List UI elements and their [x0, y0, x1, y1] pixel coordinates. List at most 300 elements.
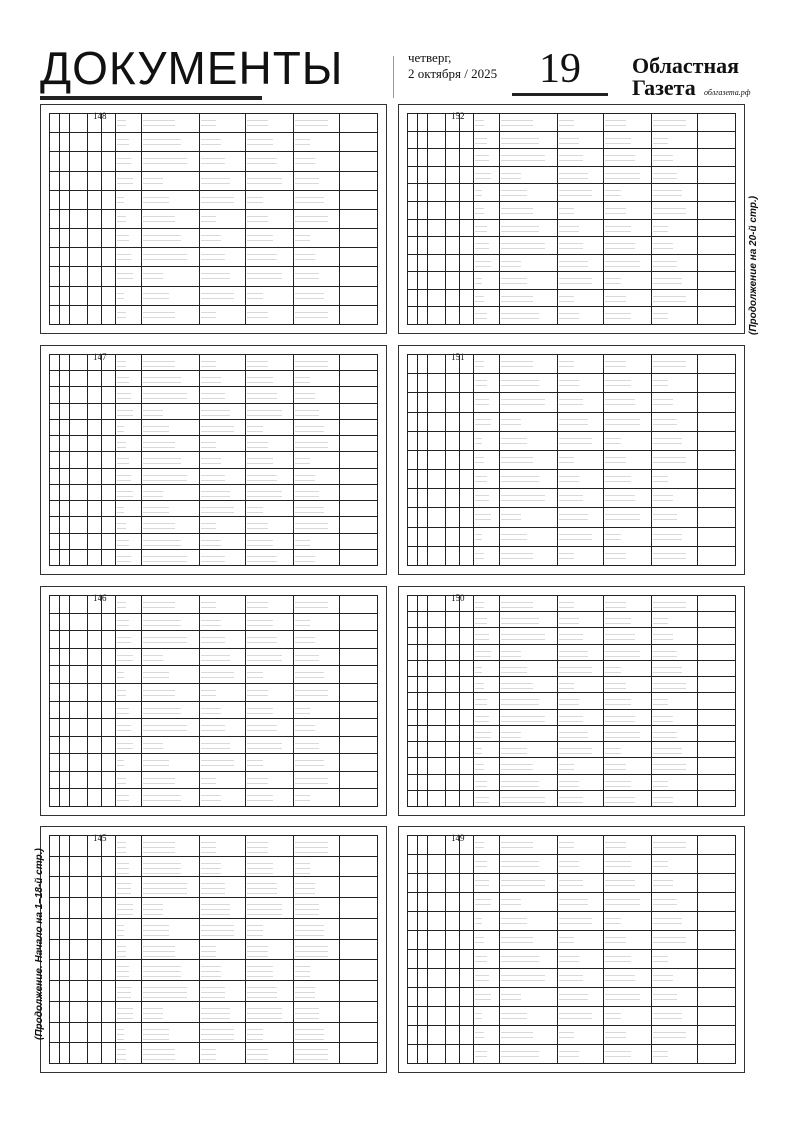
table-cell-texture: [117, 651, 133, 664]
table-cell-texture: [605, 453, 626, 467]
table-cell-texture: [295, 859, 310, 875]
table-cell-texture: [475, 1028, 484, 1042]
issue-date: [408, 50, 497, 82]
table-cell-texture: [501, 630, 545, 641]
table-cell-texture: [201, 438, 216, 449]
table-cell-texture: [559, 990, 588, 1004]
table-cell-texture: [475, 1009, 482, 1023]
table-row-rule: [49, 630, 378, 631]
table-cell-texture: [201, 633, 225, 646]
table-cell-texture: [143, 616, 181, 629]
table-cell-texture: [559, 530, 592, 544]
table-cell-texture: [143, 406, 163, 417]
table-cell-texture: [653, 793, 673, 804]
table-cell-texture: [559, 760, 574, 771]
table-cell-texture: [247, 739, 282, 752]
table-cell-texture: [501, 990, 521, 1004]
table-cell-texture: [475, 598, 484, 609]
table-row-rule: [49, 549, 378, 550]
table-cell-texture: [247, 536, 273, 547]
table-cell-texture: [559, 151, 583, 164]
table-cell-texture: [143, 921, 169, 937]
table-column-rule: [377, 113, 378, 325]
table-cell-texture: [143, 739, 163, 752]
table-row-rule: [49, 403, 378, 404]
table-cell-texture: [653, 647, 677, 658]
table-cell-texture: [653, 376, 668, 390]
table-cell-texture: [247, 686, 268, 699]
table-cell-texture: [295, 212, 328, 226]
table-cell-texture: [201, 962, 221, 978]
table-cell-texture: [295, 193, 324, 207]
table-row-rule: [407, 392, 736, 393]
page-number-rule: [512, 93, 608, 96]
table-cell-texture: [501, 292, 533, 305]
table-cell-texture: [475, 116, 484, 129]
table-cell-texture: [295, 250, 315, 264]
section-title-rule: [40, 96, 262, 100]
table-cell-texture: [559, 472, 579, 486]
table-cell-texture: [295, 373, 310, 384]
table-cell-texture: [247, 231, 273, 245]
table-cell-texture: [605, 530, 621, 544]
table-cell-texture: [247, 269, 282, 283]
table-row-rule: [49, 918, 378, 919]
table-cell-texture: [605, 134, 631, 147]
table-row-rule: [49, 500, 378, 501]
table-panel: [398, 586, 745, 816]
table-row-rule: [49, 856, 378, 857]
masthead: [0, 0, 800, 100]
table-cell-texture: [501, 712, 545, 723]
table-panel: [40, 586, 387, 816]
table-cell-texture: [201, 942, 216, 958]
table-cell-texture: [475, 222, 487, 235]
rotated-table: [49, 354, 378, 566]
table-row-rule: [407, 774, 736, 775]
table-cell-texture: [559, 933, 574, 947]
table-cell-texture: [295, 651, 319, 664]
table-cell-texture: [143, 373, 181, 384]
table-cell-texture: [201, 389, 225, 400]
table-cell-texture: [475, 134, 487, 147]
table-cell-texture: [605, 116, 626, 129]
table-cell-texture: [605, 971, 635, 985]
table-cell-texture: [117, 357, 126, 368]
table-cell-texture: [475, 760, 484, 771]
table-cell-texture: [117, 212, 126, 226]
table-cell-texture: [475, 663, 482, 674]
table-cell-texture: [143, 859, 181, 875]
table-cell-texture: [247, 454, 273, 465]
table-cell-texture: [475, 415, 491, 429]
table-cell-texture: [501, 695, 539, 706]
table-cell-texture: [117, 536, 129, 547]
table-cell-texture: [605, 257, 640, 270]
table-row-rule: [49, 533, 378, 534]
table-cell-texture: [559, 663, 592, 674]
table-cell-texture: [653, 134, 668, 147]
table-cell-texture: [653, 292, 686, 305]
table-cell-texture: [201, 289, 234, 303]
table-row-rule: [407, 1006, 736, 1007]
table-row-rule: [407, 219, 736, 220]
table-cell-texture: [653, 274, 682, 287]
table-cell-texture: [653, 491, 673, 505]
table-cell-texture: [475, 914, 482, 928]
table-cell-texture: [559, 712, 583, 723]
table-cell-texture: [117, 519, 126, 530]
table-cell-texture: [605, 292, 626, 305]
table-cell-texture: [295, 116, 328, 130]
table-cell-texture: [559, 744, 592, 755]
table-row-rule: [49, 876, 378, 877]
table-row-rule: [407, 676, 736, 677]
table-cell-texture: [143, 651, 163, 664]
table-cell-texture: [247, 289, 263, 303]
table-row-rule: [49, 665, 378, 666]
table-cell-texture: [501, 116, 533, 129]
table-column-rule: [199, 835, 200, 1064]
table-cell-texture: [143, 1045, 175, 1061]
table-cell-texture: [559, 1028, 574, 1042]
table-row-rule: [407, 911, 736, 912]
table-column-rule: [115, 835, 116, 1064]
table-cell-texture: [143, 552, 187, 563]
table-cell-texture: [117, 116, 126, 130]
table-cell-texture: [605, 1009, 621, 1023]
table-cell-texture: [501, 257, 521, 270]
table-cell-texture: [653, 744, 682, 755]
table-cell-texture: [143, 942, 175, 958]
issue-date-text: 2 октября / 2025: [408, 66, 498, 81]
table-cell-texture: [605, 857, 631, 871]
table-row-rule: [49, 209, 378, 210]
table-cell-texture: [475, 510, 491, 524]
rotated-table: [407, 354, 736, 566]
table-cell-texture: [247, 503, 263, 514]
table-cell-texture: [501, 838, 533, 852]
table-cell-texture: [559, 292, 574, 305]
table-cell-texture: [653, 434, 682, 448]
table-cell-texture: [475, 453, 484, 467]
table-cell-texture: [117, 859, 129, 875]
table-cell-texture: [475, 530, 482, 544]
table-cell-texture: [501, 895, 521, 909]
table-cell-texture: [653, 204, 686, 217]
table-cell-texture: [247, 212, 268, 226]
table-cell-texture: [247, 116, 268, 130]
table-cell-texture: [247, 900, 282, 916]
table-cell-texture: [117, 193, 124, 207]
table-row-rule: [407, 644, 736, 645]
table-cell-texture: [201, 668, 234, 681]
table-cell-texture: [201, 774, 216, 787]
table-row-rule: [49, 565, 378, 566]
table-cell-texture: [501, 1028, 533, 1042]
table-cell-texture: [295, 519, 328, 530]
table-cell-texture: [653, 952, 668, 966]
table-column-rule: [141, 835, 142, 1064]
table-cell-texture: [559, 309, 579, 322]
table-cell-texture: [653, 169, 677, 182]
table-cell-texture: [247, 756, 263, 769]
panel-page-number: 152: [451, 111, 465, 121]
table-cell-texture: [143, 308, 175, 322]
table-column-rule: [69, 113, 70, 325]
table-cell-texture: [295, 135, 310, 149]
table-row-rule: [49, 132, 378, 133]
table-row-rule: [49, 835, 378, 836]
table-cell-texture: [501, 415, 521, 429]
table-row-rule: [49, 190, 378, 191]
table-cell-texture: [653, 1009, 682, 1023]
table-cell-texture: [117, 487, 133, 498]
panel-page-number: 145: [93, 833, 107, 843]
table-cell-texture: [247, 438, 268, 449]
table-row-rule: [49, 419, 378, 420]
table-cell-texture: [247, 721, 277, 734]
table-cell-texture: [295, 962, 310, 978]
table-row-rule: [407, 431, 736, 432]
table-cell-texture: [295, 1045, 328, 1061]
table-row-rule: [49, 113, 378, 114]
table-cell-texture: [201, 231, 221, 245]
table-row-rule: [407, 692, 736, 693]
table-cell-texture: [501, 395, 545, 409]
table-cell-texture: [501, 239, 545, 252]
table-cell-texture: [559, 491, 583, 505]
table-cell-texture: [605, 186, 621, 199]
table-cell-texture: [247, 1025, 263, 1041]
rotated-table: [407, 835, 736, 1064]
table-row-rule: [49, 151, 378, 152]
table-cell-texture: [201, 791, 221, 804]
table-cell-texture: [653, 186, 682, 199]
table-cell-texture: [605, 838, 626, 852]
table-cell-texture: [605, 952, 631, 966]
table-cell-texture: [559, 415, 588, 429]
table-row-rule: [49, 939, 378, 940]
table-cell-texture: [295, 942, 328, 958]
table-cell-texture: [201, 1004, 230, 1020]
table-cell-texture: [605, 793, 635, 804]
table-cell-texture: [501, 876, 545, 890]
table-cell-texture: [501, 186, 527, 199]
table-cell-texture: [295, 983, 315, 999]
table-cell-texture: [559, 793, 583, 804]
table-column-rule: [603, 354, 604, 566]
table-cell-texture: [295, 686, 328, 699]
table-cell-texture: [605, 744, 621, 755]
table-row-rule: [49, 386, 378, 387]
table-cell-texture: [559, 838, 574, 852]
table-cell-texture: [653, 777, 668, 788]
table-column-rule: [697, 354, 698, 566]
table-cell-texture: [501, 679, 533, 690]
table-cell-texture: [117, 756, 124, 769]
table-row-rule: [49, 806, 378, 807]
table-cell-texture: [559, 1047, 579, 1061]
table-cell-texture: [295, 552, 315, 563]
table-cell-texture: [295, 879, 315, 895]
table-row-rule: [407, 131, 736, 132]
table-cell-texture: [653, 357, 686, 371]
table-cell-texture: [559, 357, 574, 371]
table-cell-texture: [143, 193, 169, 207]
table-row-rule: [49, 324, 378, 325]
table-cell-texture: [605, 434, 621, 448]
panel-page-number: 148: [93, 111, 107, 121]
table-cell-texture: [143, 389, 187, 400]
table-cell-texture: [475, 204, 484, 217]
table-cell-texture: [605, 376, 631, 390]
table-cell-texture: [475, 376, 487, 390]
table-cell-texture: [201, 704, 221, 717]
table-cell-texture: [201, 212, 216, 226]
table-cell-texture: [559, 549, 574, 563]
table-cell-texture: [295, 668, 324, 681]
table-cell-texture: [605, 876, 635, 890]
brand-name-line1: Областная: [632, 53, 740, 78]
table-row-rule: [407, 201, 736, 202]
table-cell-texture: [295, 921, 324, 937]
table-cell-texture: [143, 983, 187, 999]
table-row-rule: [407, 373, 736, 374]
table-cell-texture: [501, 1047, 539, 1061]
table-cell-texture: [501, 663, 527, 674]
table-cell-texture: [295, 503, 324, 514]
table-cell-texture: [501, 491, 545, 505]
table-cell-texture: [501, 357, 533, 371]
table-cell-texture: [605, 274, 621, 287]
table-row-rule: [407, 873, 736, 874]
table-cell-texture: [653, 116, 686, 129]
table-row-rule: [49, 613, 378, 614]
table-row-rule: [407, 469, 736, 470]
table-row-rule: [407, 627, 736, 628]
table-cell-texture: [295, 422, 324, 433]
table-cell-texture: [559, 395, 583, 409]
table-cell-texture: [501, 777, 539, 788]
table-cell-texture: [295, 308, 328, 322]
table-cell-texture: [559, 274, 592, 287]
table-column-rule: [245, 835, 246, 1064]
table-cell-texture: [605, 395, 635, 409]
table-cell-texture: [143, 269, 163, 283]
table-cell-texture: [605, 614, 631, 625]
table-cell-texture: [201, 721, 225, 734]
table-cell-texture: [295, 598, 328, 611]
table-column-rule: [735, 354, 736, 566]
table-row-rule: [407, 527, 736, 528]
table-row-rule: [49, 753, 378, 754]
table-cell-texture: [143, 598, 175, 611]
table-cell-texture: [117, 406, 133, 417]
table-cell-texture: [247, 651, 282, 664]
table-cell-texture: [559, 971, 583, 985]
table-cell-texture: [117, 983, 131, 999]
table-row-rule: [49, 683, 378, 684]
table-cell-texture: [501, 1009, 527, 1023]
table-row-rule: [407, 949, 736, 950]
table-column-rule: [141, 113, 142, 325]
table-cell-texture: [501, 914, 527, 928]
table-cell-texture: [201, 900, 230, 916]
table-row-rule: [407, 854, 736, 855]
table-cell-texture: [143, 962, 181, 978]
table-cell-texture: [201, 422, 234, 433]
table-cell-texture: [559, 169, 588, 182]
table-column-rule: [49, 113, 50, 325]
table-row-rule: [407, 271, 736, 272]
table-cell-texture: [247, 1004, 282, 1020]
table-cell-texture: [247, 598, 268, 611]
table-cell-texture: [605, 630, 635, 641]
table-cell-texture: [247, 487, 282, 498]
table-row-rule: [49, 247, 378, 248]
table-cell-texture: [143, 1004, 163, 1020]
table-row-rule: [407, 968, 736, 969]
table-cell-texture: [653, 695, 668, 706]
table-cell-texture: [117, 154, 131, 168]
table-cell-texture: [605, 309, 631, 322]
table-cell-texture: [605, 204, 626, 217]
table-cell-texture: [605, 169, 640, 182]
table-cell-texture: [501, 472, 539, 486]
table-cell-texture: [143, 791, 181, 804]
table-cell-texture: [653, 712, 673, 723]
table-cell-texture: [501, 933, 533, 947]
table-cell-texture: [143, 503, 169, 514]
table-cell-texture: [653, 895, 677, 909]
table-cell-texture: [475, 292, 484, 305]
table-row-rule: [407, 113, 736, 114]
table-cell-texture: [653, 510, 677, 524]
masthead-divider: [393, 56, 394, 98]
table-row-rule: [407, 790, 736, 791]
table-cell-texture: [201, 519, 216, 530]
table-cell-texture: [559, 453, 574, 467]
table-panel: [398, 104, 745, 334]
table-panel: [40, 104, 387, 334]
rotated-table: [49, 595, 378, 807]
table-row-rule: [407, 306, 736, 307]
table-cell-texture: [143, 900, 163, 916]
table-cell-texture: [475, 1047, 487, 1061]
table-cell-texture: [247, 983, 277, 999]
table-cell-texture: [559, 777, 579, 788]
table-row-rule: [407, 354, 736, 355]
table-cell-texture: [605, 239, 635, 252]
table-cell-texture: [201, 983, 225, 999]
table-row-rule: [407, 324, 736, 325]
table-cell-texture: [295, 721, 315, 734]
table-cell-texture: [475, 695, 487, 706]
table-column-rule: [87, 113, 88, 325]
table-cell-texture: [605, 415, 640, 429]
table-cell-texture: [475, 434, 482, 448]
table-column-rule: [87, 835, 88, 1064]
table-cell-texture: [475, 793, 489, 804]
table-cell-texture: [653, 222, 668, 235]
table-cell-texture: [653, 663, 682, 674]
table-cell-texture: [559, 895, 588, 909]
table-cell-texture: [605, 1028, 626, 1042]
table-cell-texture: [475, 857, 487, 871]
table-column-rule: [69, 835, 70, 1064]
table-row-rule: [49, 228, 378, 229]
